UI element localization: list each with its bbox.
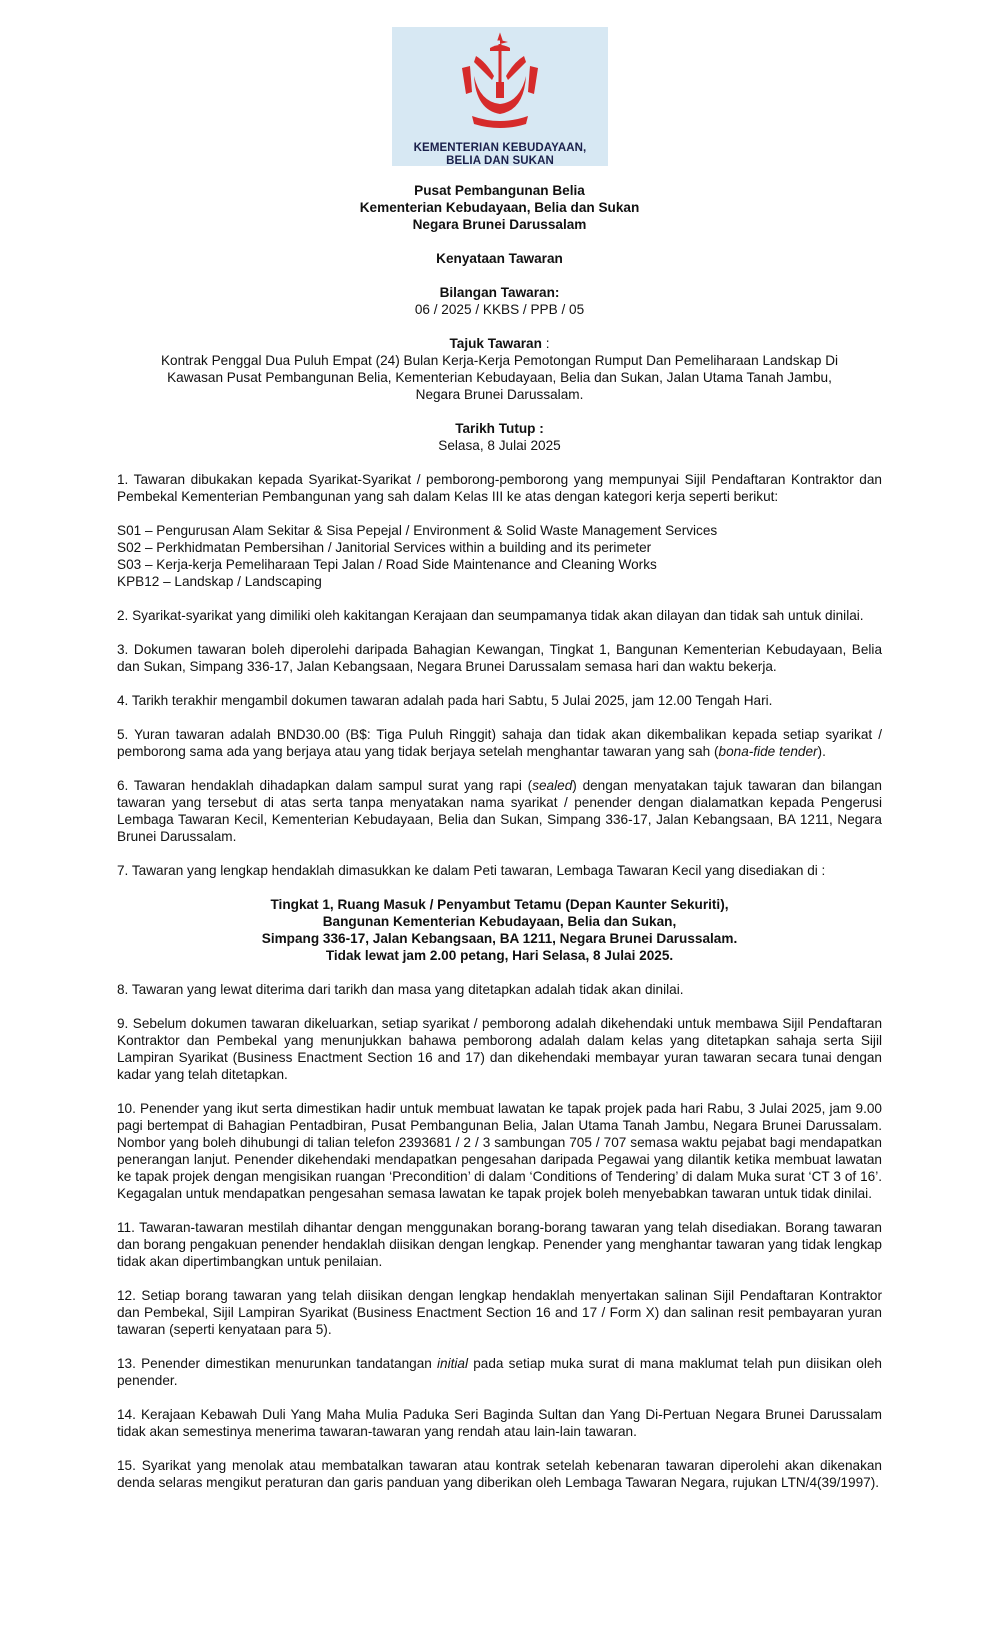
list-item: S01 – Pengurusan Alam Sekitar & Sisa Pepejal / Environment & Solid Waste Management Services bbox=[117, 523, 718, 538]
tender-number: 06 / 2025 / KKBS / PPB / 05 bbox=[414, 302, 585, 317]
ministry-name-line2: BELIA DAN SUKAN bbox=[446, 155, 554, 167]
paragraph-7: 7. Tawaran yang lengkap hendaklah dimasukkan ke dalam Peti tawaran, Lembaga Tawaran Kecil yang disediakan di : bbox=[117, 863, 826, 878]
document-title: Kenyataan Tawaran bbox=[436, 251, 563, 266]
paragraph-13 bbox=[117, 1355, 882, 1389]
paragraph-1: 1. Tawaran dibukakan kepada Syarikat-Syarikat / pemborong-pemborong yang mempunyai Sijil Pendaftaran Kontraktor dan Pembekal Kementerian Pembangunan yang sah dalam Kelas III ke atas dengan kategori kerja seperti berikut: bbox=[117, 472, 882, 504]
submission-address bbox=[117, 896, 882, 964]
tender-title-label: Tajuk Tawaran bbox=[449, 336, 542, 351]
tender-title-heading bbox=[117, 335, 882, 352]
address-line: Tidak lewat jam 2.00 petang, Hari Selasa, 8 Julai 2025. bbox=[325, 948, 674, 963]
paragraph-6-end: ) dengan menyatakan tajuk tawaran dan bilangan tawaran yang tersebut di atas serta tanpa menyatakan nama syarikat / penender dengan dialamatkan kepada Pengerusi Lembaga Tawaran Kecil, Kementerian Kebudayaan, Belia dan Sukan, Simpang 336-17, Jalan Kebangsaan, BA 1211, Negara Brunei Darussalam. bbox=[117, 778, 882, 844]
header-line2: Kementerian Kebudayaan, Belia dan Sukan bbox=[359, 200, 640, 215]
address-line: Bangunan Kementerian Kebudayaan, Belia dan Sukan, bbox=[322, 914, 677, 929]
paragraph-5-italic: bona-fide tender bbox=[718, 744, 818, 759]
paragraph-5 bbox=[117, 726, 882, 760]
paragraph-8: 8. Tawaran yang lewat diterima dari tarikh dan masa yang ditetapkan adalah tidak akan dinilai. bbox=[117, 982, 684, 997]
paragraph-6 bbox=[117, 777, 882, 845]
paragraph-5-end: ). bbox=[817, 744, 826, 759]
paragraph-13-end: pada setiap muka surat di mana maklumat telah pun diisikan oleh penender. bbox=[117, 1356, 882, 1388]
brunei-crest-icon bbox=[456, 32, 544, 142]
paragraph-2: 2. Syarikat-syarikat yang dimiliki oleh kakitangan Kerajaan dan seumpamanya tidak akan dilayan dan tidak sah untuk dinilai. bbox=[117, 608, 864, 623]
paragraph-3: 3. Dokumen tawaran boleh diperolehi daripada Bahagian Kewangan, Tingkat 1, Bangunan Kementerian Kebudayaan, Belia dan Sukan, Simpang 336-17, Jalan Kebangsaan, Negara Brunei Darussalam semasa hari dan waktu bekerja. bbox=[117, 642, 882, 674]
address-line: Tingkat 1, Ruang Masuk / Penyambut Tetamu (Depan Kaunter Sekuriti), bbox=[270, 897, 729, 912]
paragraph-15: 15. Syarikat yang menolak atau membatalkan tawaran atau kontrak setelah kebenaran tawaran diperolehi akan dikenakan denda selaras mengikut peraturan dan garis panduan yang diberikan oleh Lembaga Tawaran Negara, rujukan LTN/4(39/1997). bbox=[117, 1458, 882, 1490]
paragraph-9: 9. Sebelum dokumen tawaran dikeluarkan, setiap syarikat / pemborong adalah dikehendaki untuk membawa Sijil Pendaftaran Kontraktor dan Pembekal yang menunjukkan bahawa pemborong adalah dalam kelas yang ditetapkan sahaja serta Sijil Lampiran Syarikat (Business Enactment Section 16 and 17) dan dikehendaki membayar yuran tawaran secara tunai dengan kadar yang telah ditetapkan. bbox=[117, 1016, 882, 1082]
paragraph-13-text: 13. Penender dimestikan menurunkan tandatangan bbox=[117, 1356, 438, 1371]
notice-body bbox=[117, 182, 882, 1508]
list-item: S02 – Perkhidmatan Pembersihan / Janitorial Services within a building and its perimeter bbox=[117, 540, 652, 555]
list-item: S03 – Kerja-kerja Pemeliharaan Tepi Jalan / Road Side Maintenance and Cleaning Works bbox=[117, 557, 657, 572]
category-list bbox=[117, 522, 882, 590]
tender-title-line: Kawasan Pusat Pembangunan Belia, Kementerian Kebudayaan, Belia dan Sukan, Jalan Utama Tanah Jambu, bbox=[167, 370, 832, 385]
list-item: KPB12 – Landskap / Landscaping bbox=[117, 574, 322, 589]
paragraph-4: 4. Tarikh terakhir mengambil dokumen tawaran adalah pada hari Sabtu, 5 Julai 2025, jam 12.00 Tengah Hari. bbox=[117, 693, 773, 708]
ministry-name-line1: KEMENTERIAN KEBUDAYAAN, bbox=[413, 142, 587, 154]
tender-title-line: Negara Brunei Darussalam. bbox=[415, 387, 584, 402]
closing-date: Selasa, 8 Julai 2025 bbox=[438, 438, 561, 453]
paragraph-11: 11. Tawaran-tawaran mestilah dihantar dengan menggunakan borang-borang tawaran yang telah disediakan. Borang tawaran dan borang pengakuan penender hendaklah diisikan dengan lengkap. Penender yang menghantar tawaran yang tidak lengkap tidak akan dipertimbangkan untuk penilaian. bbox=[117, 1220, 882, 1269]
paragraph-12: 12. Setiap borang tawaran yang telah diisikan dengan lengkap hendaklah menyertakan salinan Sijil Pendaftaran Kontraktor dan Pembekal, Sijil Lampiran Syarikat (Business Enactment Section 16 and 17 / Form X) dan salinan resit pembayaran yuran tawaran (seperti kenyataan para 5). bbox=[117, 1288, 882, 1337]
paragraph-13-italic: initial bbox=[437, 1356, 469, 1371]
closing-date-label: Tarikh Tutup : bbox=[455, 421, 544, 436]
tender-number-label: Bilangan Tawaran: bbox=[439, 285, 560, 300]
paragraph-10: 10. Penender yang ikut serta dimestikan hadir untuk membuat lawatan ke tapak projek pada hari Rabu, 3 Julai 2025, jam 9.00 pagi bertempat di Bahagian Pentadbiran, Pusat Pembangunan Belia, Jalan Utama Tanah Jambu, Negara Brunei Darussalam. Nombor yang boleh dihubungi di talian telefon 2393681 / 2 / 3 sambungan 705 / 707 semasa waktu pejabat bagi mendapatkan penerangan lanjut. Penender dikehendaki mendapatkan pengesahan daripada Pegawai yang dilantik ketika membuat lawatan ke tapak projek dengan mengisikan ruangan ‘Precondition’ di dalam ‘Conditions of Tendering’ di dalam Muka surat ‘CT 3 of 16’. Kegagalan untuk mendapatkan pengesahan semasa lawatan ke tapak projek boleh menyebabkan tawaran untuk tidak dinilai. bbox=[117, 1101, 882, 1201]
header-line3: Negara Brunei Darussalam bbox=[412, 217, 587, 232]
paragraph-14: 14. Kerajaan Kebawah Duli Yang Maha Mulia Paduka Seri Baginda Sultan dan Yang Di-Pertuan Negara Brunei Darussalam tidak akan semestinya menerima tawaran-tawaran yang rendah atau lain-lain tawaran. bbox=[117, 1407, 882, 1439]
ministry-logo bbox=[392, 27, 608, 166]
tender-title-separator: : bbox=[541, 336, 550, 351]
header-line1: Pusat Pembangunan Belia bbox=[414, 183, 585, 198]
address-line: Simpang 336-17, Jalan Kebangsaan, BA 1211, Negara Brunei Darussalam. bbox=[261, 931, 738, 946]
paragraph-6-italic: sealed bbox=[532, 778, 573, 793]
paragraph-5-text: 5. Yuran tawaran adalah BND30.00 (B$: Tiga Puluh Ringgit) sahaja dan tidak akan dikembalikan kepada setiap syarikat / pemborong sama ada yang berjaya atau yang tidak berjaya setelah menghantar tawaran yang sah ( bbox=[117, 727, 882, 759]
tender-title-line: Kontrak Penggal Dua Puluh Empat (24) Bulan Kerja-Kerja Pemotongan Rumput Dan Pemeliharaan Landskap Di bbox=[160, 353, 839, 368]
paragraph-6-text: 6. Tawaran hendaklah dihadapkan dalam sampul surat yang rapi ( bbox=[117, 778, 533, 793]
